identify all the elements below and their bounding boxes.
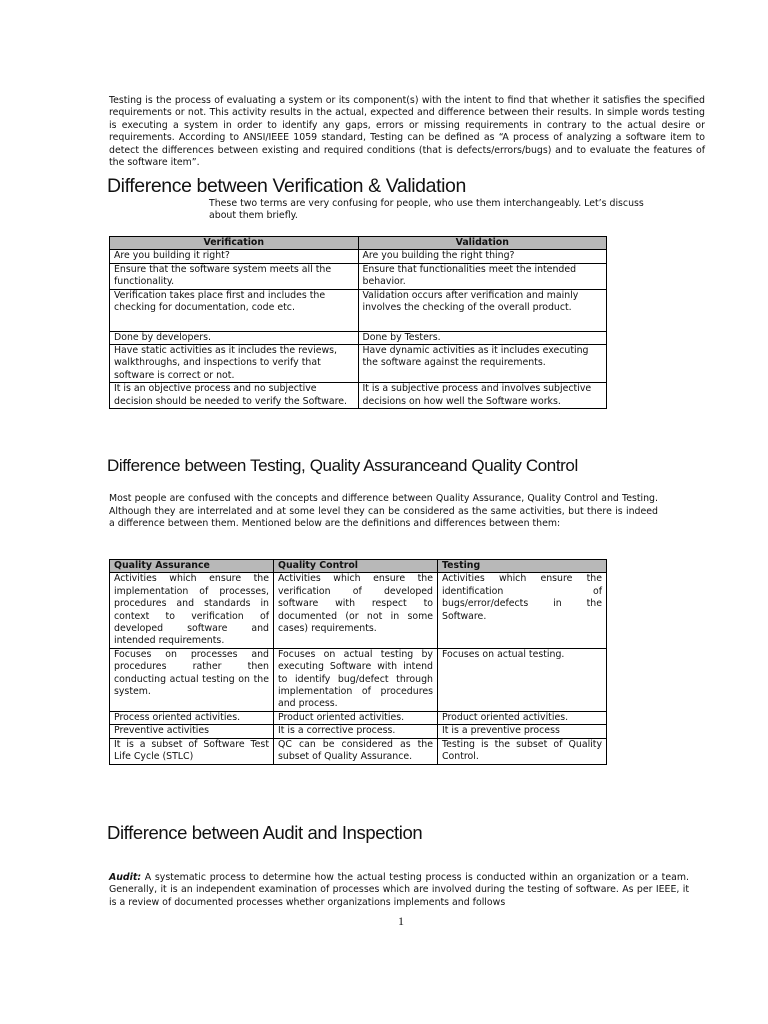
table-cell: Are you building it right? — [110, 250, 359, 263]
table-row — [110, 289, 607, 331]
table-row — [110, 331, 607, 344]
table-cell: Done by developers. — [110, 331, 359, 344]
table-row — [110, 263, 607, 289]
table-cell: It is a corrective process. — [274, 725, 438, 738]
table-cell: Ensure that functionalities meet the intended behavior. — [358, 263, 607, 289]
table-cell: QC can be considered as the subset of Quality Assurance. — [274, 738, 438, 764]
table-cell: Focuses on actual testing. — [438, 648, 607, 711]
table-header-row — [110, 237, 607, 250]
table-cell: Focuses on processes and procedures rather then conducting actual testing on the system. — [110, 648, 274, 711]
table-row — [110, 738, 607, 764]
table-cell: Activities which ensure the verification of developed software with respect to documented (or not in some cases) requirements. — [274, 573, 438, 648]
table-cell: Have static activities as it includes the reviews, walkthroughs, and inspections to verify that software is correct or not. — [110, 345, 359, 383]
table-cell: Ensure that the software system meets all the functionality. — [110, 263, 359, 289]
table-cell: Process oriented activities. — [110, 711, 274, 724]
table-row — [110, 725, 607, 738]
qa-qc-intro-paragraph: Most people are confused with the concepts and difference between Quality Assurance, Quality Control and Testing. Although they are interrelated and at some level they can be considered as the same activities, but there is indeed a difference between them. Mentioned below are the definitions and differences between them: — [109, 493, 658, 530]
heading-verification-validation: Difference between Verification & Validation — [107, 175, 466, 197]
audit-label: Audit: — [109, 872, 142, 883]
table-cell: Testing is the subset of Quality Control. — [438, 738, 607, 764]
qa-qc-testing-table — [109, 559, 607, 765]
table-cell: Product oriented activities. — [274, 711, 438, 724]
table-cell: Are you building the right thing? — [358, 250, 607, 263]
table-row — [110, 250, 607, 263]
table-cell: Preventive activities — [110, 725, 274, 738]
table-cell: It is a subset of Software Test Life Cycle (STLC) — [110, 738, 274, 764]
column-header-quality-control: Quality Control — [274, 560, 438, 573]
table-cell: Have dynamic activities as it includes executing the software against the requirements. — [358, 345, 607, 383]
audit-paragraph — [109, 872, 689, 909]
table-cell: It is a subjective process and involves subjective decisions on how well the Software works. — [358, 383, 607, 409]
table-row — [110, 345, 607, 383]
verification-validation-subtext: These two terms are very confusing for people, who use them interchangeably. Let’s discuss about them briefly. — [209, 198, 644, 222]
verification-validation-table — [109, 236, 607, 409]
page-number: 1 — [398, 914, 404, 928]
table-cell: Focuses on actual testing by executing Software with intend to identify bug/defect through implementation of procedures and process. — [274, 648, 438, 711]
audit-text: A systematic process to determine how the actual testing process is conducted within an organization or a team. Generally, it is an independent examination of processes which are involved during the testing of software. As per IEEE, it is a review of documented processes whether organizations implements and follows — [109, 872, 689, 908]
heading-testing-qa-qc: Difference between Testing, Quality Assuranceand Quality Control — [107, 456, 578, 475]
column-header-testing: Testing — [438, 560, 607, 573]
table-cell: Verification takes place first and includes the checking for documentation, code etc. — [110, 289, 359, 331]
column-header-quality-assurance: Quality Assurance — [110, 560, 274, 573]
table-row — [110, 648, 607, 711]
table-cell: Activities which ensure the identification of bugs/error/defects in the Software. — [438, 573, 607, 648]
table-cell: Done by Testers. — [358, 331, 607, 344]
column-header-validation: Validation — [358, 237, 607, 250]
column-header-verification: Verification — [110, 237, 359, 250]
table-row — [110, 383, 607, 409]
heading-audit-inspection: Difference between Audit and Inspection — [107, 822, 423, 843]
intro-paragraph: Testing is the process of evaluating a system or its component(s) with the intent to find that whether it satisfies the specified requirements or not. This activity results in the actual, expected and difference between their results. In simple words testing is executing a system in order to identify any gaps, errors or missing requirements in contrary to the actual desire or requirements. According to ANSI/IEEE 1059 standard, Testing can be defined as “A process of analyzing a software item to detect the differences between existing and required conditions (that is defects/errors/bugs) and to evaluate the features of the software item”. — [109, 95, 705, 169]
table-row — [110, 573, 607, 648]
table-cell: Product oriented activities. — [438, 711, 607, 724]
table-cell: Validation occurs after verification and mainly involves the checking of the overall product. — [358, 289, 607, 331]
table-header-row — [110, 560, 607, 573]
table-cell: Activities which ensure the implementation of processes, procedures and standards in context to verification of developed software and intended requirements. — [110, 573, 274, 648]
table-cell: It is a preventive process — [438, 725, 607, 738]
table-row — [110, 711, 607, 724]
table-cell: It is an objective process and no subjective decision should be needed to verify the Software. — [110, 383, 359, 409]
